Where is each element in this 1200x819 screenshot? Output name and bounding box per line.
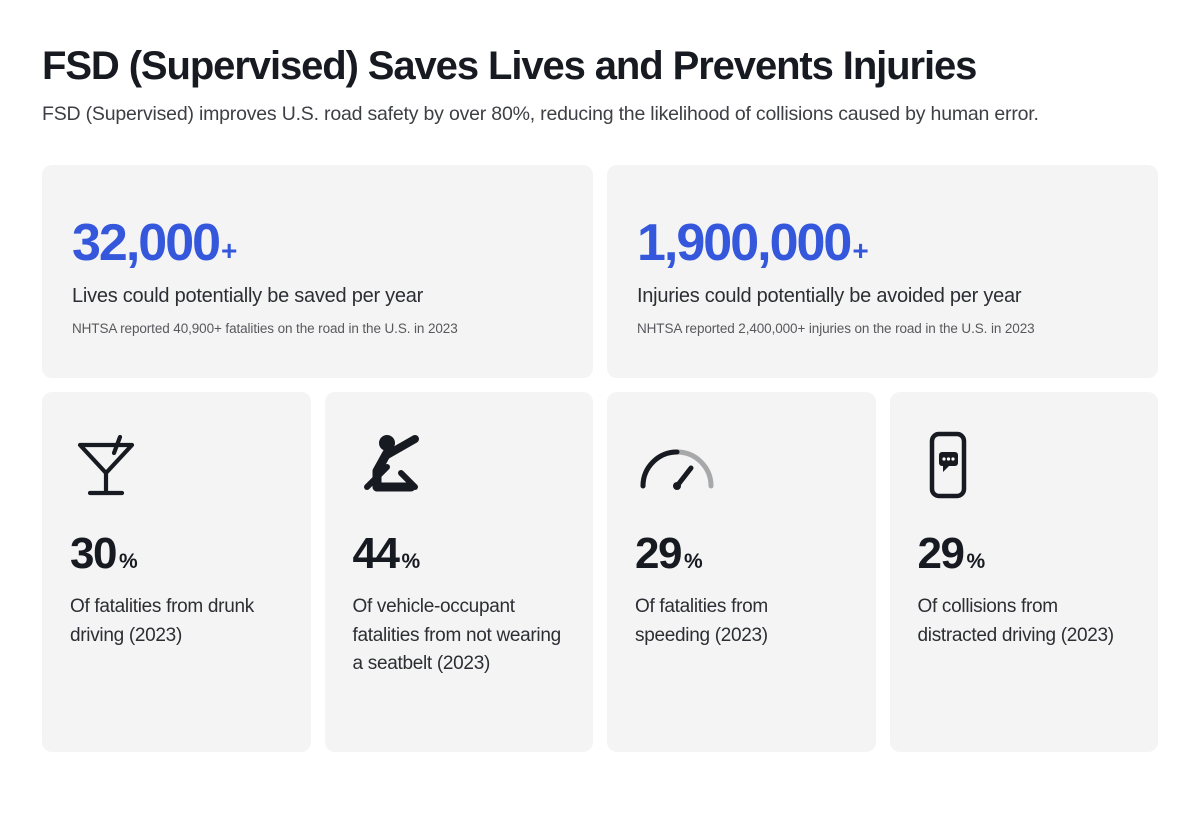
stat-card-drunk-driving (42, 392, 311, 752)
stat-symbol: % (118, 550, 138, 574)
stat-label: Of collisions from distracted driving (2023) (917, 596, 1114, 646)
stat-card-speeding (607, 392, 876, 752)
highlight-card-injuries-avoided (607, 165, 1158, 378)
stat-symbol: % (966, 550, 985, 574)
stat-label: Of fatalities from drunk driving (2023) (70, 596, 254, 646)
stat-number: 29 (635, 529, 681, 579)
stat-number: 44 (352, 529, 399, 579)
highlight-label: Lives could potentially be saved per year (72, 285, 424, 308)
stat-card-seatbelt (325, 392, 594, 752)
seatbelt-icon (353, 428, 566, 504)
stat-label: Of vehicle-occupant fatalities from not wearing a seatbelt (2023) (352, 596, 561, 675)
highlight-number: 32,000 (72, 214, 220, 273)
stat-label: Of fatalities from speeding (2023) (635, 596, 768, 646)
stat-number: 29 (917, 529, 964, 579)
page-subtitle: FSD (Supervised) improves U.S. road safety by over 80%, reducing the likelihood of collisions caused by human error. (42, 102, 1039, 125)
highlight-card-row (42, 165, 1158, 378)
stat-value (70, 529, 283, 579)
highlight-value (637, 214, 1128, 273)
stat-card-distracted-driving (890, 392, 1159, 752)
highlight-card-lives-saved (42, 165, 593, 378)
highlight-label: Injuries could potentially be avoided per year (637, 285, 1022, 308)
highlight-suffix: + (221, 235, 237, 267)
stat-value (352, 529, 566, 579)
stat-symbol: % (683, 550, 703, 574)
cocktail-glass-icon (70, 428, 283, 504)
stat-value (635, 529, 848, 579)
page-title: FSD (Supervised) Saves Lives and Prevents Injuries (42, 44, 977, 88)
highlight-source-note: NHTSA reported 2,400,000+ injuries on the road in the U.S. in 2023 (637, 321, 1035, 337)
speedometer-icon (635, 428, 848, 504)
phone-message-icon (918, 428, 1131, 504)
stat-symbol: % (401, 550, 420, 574)
stat-value (917, 529, 1131, 579)
stat-card-row (42, 392, 1158, 752)
highlight-value (72, 214, 563, 273)
highlight-suffix: + (852, 235, 869, 267)
highlight-number: 1,900,000 (637, 214, 851, 273)
highlight-source-note: NHTSA reported 40,900+ fatalities on the road in the U.S. in 2023 (72, 321, 458, 337)
stat-number: 30 (70, 529, 116, 579)
